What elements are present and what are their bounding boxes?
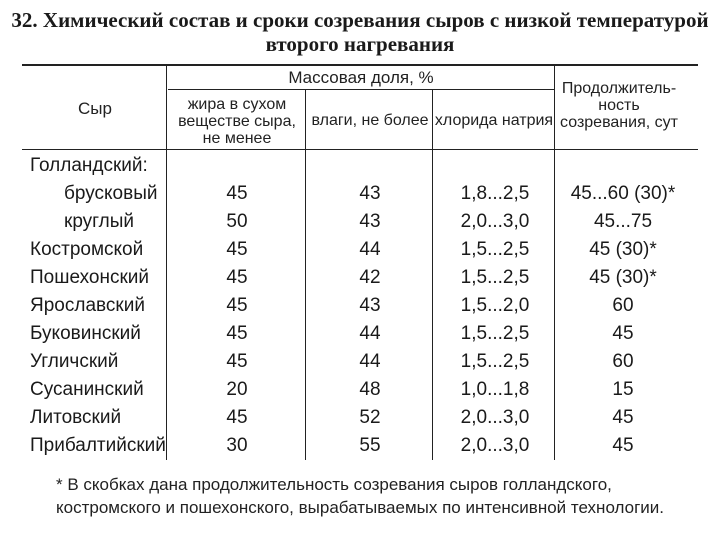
ripening-value: 45...60 (30)* <box>570 183 676 204</box>
cheese-name: Литовский <box>30 407 122 428</box>
cheese-name: Голландский: <box>30 155 148 176</box>
table-row <box>0 208 720 236</box>
header-ripening: Продолжитель-ность созревания, сут <box>560 80 678 131</box>
salt-value: 1,8...2,5 <box>460 183 530 204</box>
salt-value: 1,5...2,5 <box>460 239 530 260</box>
table-row <box>0 404 720 432</box>
ripening-value: 60 <box>612 295 634 316</box>
mass-fraction-rule <box>168 89 554 90</box>
moisture-value: 43 <box>359 211 381 232</box>
fat-value: 45 <box>226 351 248 372</box>
table-row <box>0 236 720 264</box>
ripening-value: 45 (30)* <box>589 239 657 260</box>
moisture-value: 52 <box>359 407 381 428</box>
footnote: * В скобках дана продолжительность созревания сыров голландского, костромского и пошехонского, вырабатываемых по интенсивной технологии. <box>56 475 665 517</box>
table-row <box>0 432 720 460</box>
header-bottom-rule <box>22 149 698 150</box>
table-row <box>0 264 720 292</box>
title-line-1: 32. Химический состав и сроки созревания сыров с низкой температурой <box>11 8 709 32</box>
cheese-name: Буковинский <box>30 323 141 344</box>
fat-value: 50 <box>226 211 248 232</box>
header-cheese: Сыр <box>78 99 112 118</box>
moisture-value: 42 <box>359 267 381 288</box>
moisture-value: 44 <box>359 323 381 344</box>
salt-value: 2,0...3,0 <box>460 211 530 232</box>
ripening-value: 45 <box>612 323 634 344</box>
salt-value: 2,0...3,0 <box>460 435 530 456</box>
ripening-value: 45 <box>612 407 634 428</box>
salt-value: 1,5...2,0 <box>460 295 530 316</box>
table-row <box>0 152 720 180</box>
fat-value: 30 <box>226 435 248 456</box>
ripening-value: 45 <box>612 435 634 456</box>
ripening-value: 45...75 <box>593 211 653 232</box>
salt-value: 1,5...2,5 <box>460 267 530 288</box>
moisture-value: 43 <box>359 183 381 204</box>
table-row <box>0 376 720 404</box>
table-row <box>0 292 720 320</box>
header-salt: хлорида натрия <box>434 112 554 129</box>
table-row <box>0 348 720 376</box>
salt-value: 1,0...1,8 <box>460 379 530 400</box>
salt-value: 1,5...2,5 <box>460 323 530 344</box>
header-mass-fraction: Массовая доля, % <box>288 68 434 87</box>
cheese-name: Костромской <box>30 239 144 260</box>
moisture-value: 43 <box>359 295 381 316</box>
header-fat: жира в сухом веществе сыра, не менее <box>178 96 296 147</box>
fat-value: 45 <box>226 295 248 316</box>
cheese-name: Ярославский <box>30 295 145 316</box>
table-title <box>0 8 720 56</box>
cheese-name: Угличский <box>30 351 119 372</box>
fat-value: 45 <box>226 323 248 344</box>
fat-value: 20 <box>226 379 248 400</box>
cheese-name: Прибалтийский <box>30 435 166 456</box>
ripening-value: 15 <box>612 379 634 400</box>
ripening-value: 45 (30)* <box>589 267 657 288</box>
salt-value: 2,0...3,0 <box>460 407 530 428</box>
moisture-value: 44 <box>359 351 381 372</box>
cheese-name: круглый <box>64 211 135 232</box>
moisture-value: 55 <box>359 435 381 456</box>
table-top-rule <box>22 64 698 66</box>
moisture-value: 44 <box>359 239 381 260</box>
moisture-value: 48 <box>359 379 381 400</box>
fat-value: 45 <box>226 267 248 288</box>
salt-value: 1,5...2,5 <box>460 351 530 372</box>
table-row <box>0 180 720 208</box>
cheese-name: Сусанинский <box>30 379 144 400</box>
fat-value: 45 <box>226 407 248 428</box>
fat-value: 45 <box>226 239 248 260</box>
cheese-name: брусковый <box>64 183 158 204</box>
fat-value: 45 <box>226 183 248 204</box>
ripening-value: 60 <box>612 351 634 372</box>
cheese-name: Пошехонский <box>30 267 150 288</box>
title-line-2: второго нагревания <box>265 32 455 56</box>
header-moisture: влаги, не более <box>311 112 429 129</box>
table-row <box>0 320 720 348</box>
